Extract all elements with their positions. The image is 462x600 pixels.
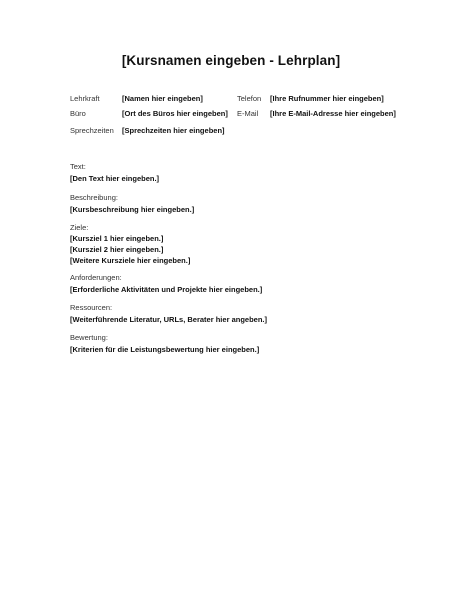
goal-more-field[interactable]: [Weitere Kursziele hier eingeben.] xyxy=(70,256,191,265)
goals-label: Ziele: xyxy=(70,223,89,232)
goal-1-field[interactable]: [Kursziel 1 hier eingeben.] xyxy=(70,234,164,243)
phone-label: Telefon xyxy=(237,94,262,103)
office-hours-label: Sprechzeiten xyxy=(70,126,114,135)
description-label: Beschreibung: xyxy=(70,193,118,202)
goal-2-field[interactable]: [Kursziel 2 hier eingeben.] xyxy=(70,245,164,254)
teacher-label: Lehrkraft xyxy=(70,94,100,103)
email-field[interactable]: [Ihre E-Mail-Adresse hier eingeben] xyxy=(270,109,396,118)
document-title[interactable]: [Kursnamen eingeben - Lehrplan] xyxy=(121,53,341,68)
resources-label: Ressourcen: xyxy=(70,303,113,312)
description-field[interactable]: [Kursbeschreibung hier eingeben.] xyxy=(70,205,195,214)
office-field[interactable]: [Ort des Büros hier eingeben] xyxy=(122,109,228,118)
teacher-field[interactable]: [Namen hier eingeben] xyxy=(122,94,203,103)
requirements-field[interactable]: [Erforderliche Aktivitäten und Projekte hier eingeben.] xyxy=(70,285,263,294)
text-label: Text: xyxy=(70,162,86,171)
requirements-label: Anforderungen: xyxy=(70,273,122,282)
phone-field[interactable]: [Ihre Rufnummer hier eingeben] xyxy=(270,94,384,103)
resources-field[interactable]: [Weiterführende Literatur, URLs, Berater hier angeben.] xyxy=(70,315,267,324)
office-label: Büro xyxy=(70,109,86,118)
email-label: E-Mail xyxy=(237,109,259,118)
grading-field[interactable]: [Kriterien für die Leistungsbewertung hier eingeben.] xyxy=(70,345,260,354)
grading-label: Bewertung: xyxy=(70,333,108,342)
office-hours-field[interactable]: [Sprechzeiten hier eingeben] xyxy=(122,126,225,135)
text-field[interactable]: [Den Text hier eingeben.] xyxy=(70,174,160,183)
